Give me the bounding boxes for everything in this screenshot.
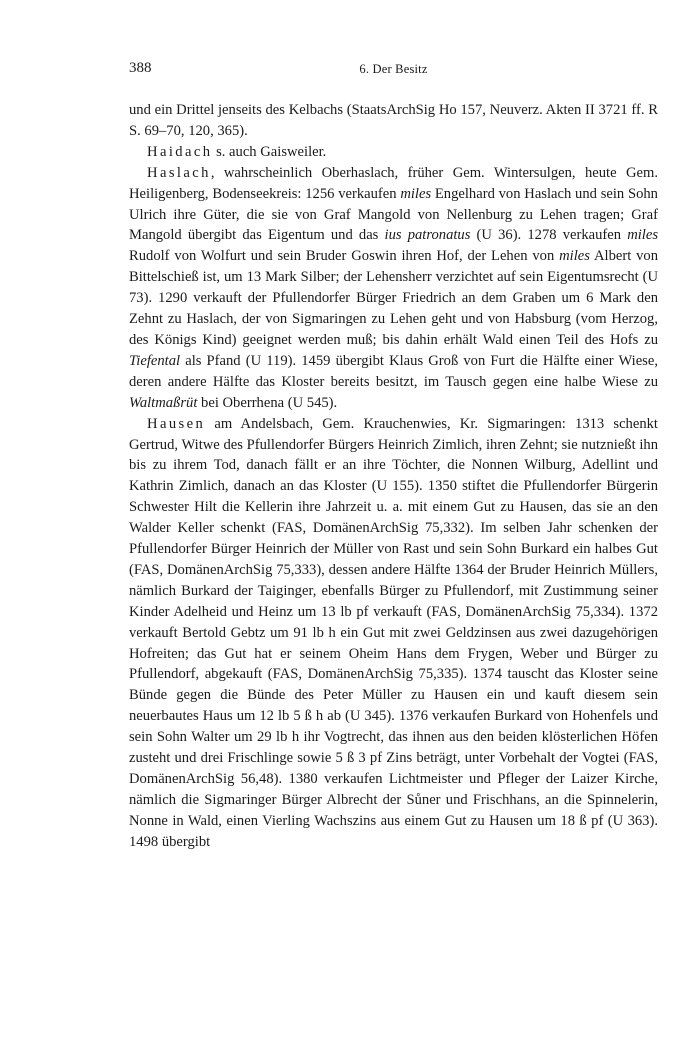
text-run: und ein Drittel jenseits des Kelbachs (StaatsArchSig Ho 157, Neuverz. Akten II 3721 ff. R S. 69–70, 120, 365). <box>129 102 658 139</box>
text-run: , wahrscheinlich Oberhaslach, früher Gem. Wintersulgen, heute Gem. Heiligenberg, Bodenseekreis: 1256 verkaufen <box>129 164 658 202</box>
text-run: Rudolf von Wolfurt und sein Bruder Goswin ihren Hof, der Lehen von <box>129 248 560 265</box>
page-number: 388 <box>129 60 152 76</box>
text-run: am Andelsbach, Gem. Krauchenwies, Kr. Sigmaringen: 1313 schenkt Gertrud, Witwe des Pfullendorfer Bürgers Heinrich Zimlich, ihren Zehnt; sie nutznießt ihn bis zu ihrem Tod, danach fällt er an ihre Töchter, die Nonnen Wilburg, Adellint und Kathrin Zimlich, danach an das Kloster (U 155). 1350 stiftet die Pfullendorfer Bürgerin Schwester Hilt die Kellerin ihre Jahrzeit u. a. mit einem Gut zu Hausen, das sie an den Walder Keller schenkt (FAS, DomänenArchSig 75,332). Im selben Jahr schenken der Pfullendorfer Bürger Heinrich der Müller von Rast und sein Sohn Burkard ein halbes Gut (FAS, DomänenArchSig 75,333), dessen andere Hälfte 1364 der Bruder Heinrich Müllers, nämlich Burkard der Taiginger, ebenfalls Bürger zu Pfullendorf, mit Zustimmung seiner Kinder Adelheid und Heinz um 13 lb pf verkauft (FAS, DomänenArchSig 75,334). 1372 verkauft Bertold Gebtz um 91 lb h ein Gut mit zwei Geldzinsen aus zwei dazugehörigen Hofreiten; das Gut hat er seinem Oheim Hans dem Frygen, Weber und Bürger zu Pfullendorf, abgekauft (FAS, DomänenArchSig 75,335). 1374 tauscht das Kloster seine Bünde gegen die Bünde des Peter Müller zu Hausen ein und kauft diesem sein neuerbautes Haus um 12 lb 5 ß h ab (U 345). 1376 verkaufen Burkard von Hohenfels und sein Sohn Walter um 29 lb h ihr Vogtrecht, das ihnen aus den beiden klösterlichen Höfen zusteht und drei Frischlinge sowie 5 ß 3 pf Zins beträgt, unter Vorbehalt der Vogtei (FAS, DomänenArchSig 56,48). 1380 verkaufen Lichtmeister und Pfleger der Laizer Kirche, nämlich die Sigmaringer Bürger Albrecht der Sůner und Frischhans, an die Spinnelerin, Nonne in Wald, einen Vierling Wachszins aus einem Gut zu Hausen um 18 ß pf (U 363). 1498 übergibt <box>129 415 658 850</box>
italic-term: miles <box>559 248 590 265</box>
entry-lemma: Hausen <box>147 415 206 432</box>
entry-lemma: Haslach <box>147 164 211 181</box>
italic-term: Waltmaßrüt <box>129 394 198 411</box>
text-run: bei Oberrhena (U 545). <box>197 394 338 411</box>
text-run: als Pfand (U 119). 1459 übergibt Klaus Groß von Furt die Hälfte einer Wiese, deren andere Hälfte das Kloster bereits besitzt, im Tausch gegen eine halbe Wiese zu <box>129 352 658 390</box>
text-run: s. auch Gaisweiler. <box>212 143 327 160</box>
italic-term: Tiefental <box>129 352 181 369</box>
page-header <box>129 60 658 80</box>
running-title: 6. Der Besitz <box>359 62 428 76</box>
italic-term: miles <box>400 185 432 202</box>
paragraph-p2 <box>129 163 658 414</box>
italic-term: ius patronatus <box>384 227 471 244</box>
paragraph-p1 <box>129 142 658 163</box>
paragraph-p3 <box>129 414 658 853</box>
text-run: Albert von Bittelschieß ist, um 13 Mark Silber; der Lehensherr verzichtet auf sein Eigentumsrecht (U 73). 1290 verkauft der Pfullendorfer Bürger Friedrich an dem Graben um 6 Mark den Zehnt zu Haslach, der von Sigmaringen zu Lehen geht und von Habsburg (vom Herzog, des Königs Kind) geeignet werden muß; bis dahin erhält Wald einen Teil des Hofs zu <box>129 248 658 348</box>
paragraph-p0 <box>129 100 658 142</box>
text-run: Engelhard von Haslach und sein Sohn Ulrich ihre Güter, die sie von Graf Mangold von Nellenburg zu Lehen tragen; Graf Mangold übergibt das Eigentum und das <box>129 185 658 244</box>
body-text <box>129 100 658 853</box>
text-run: (U 36). 1278 verkaufen <box>470 227 628 244</box>
entry-lemma: Haidach <box>147 143 213 160</box>
italic-term: miles <box>627 227 658 244</box>
